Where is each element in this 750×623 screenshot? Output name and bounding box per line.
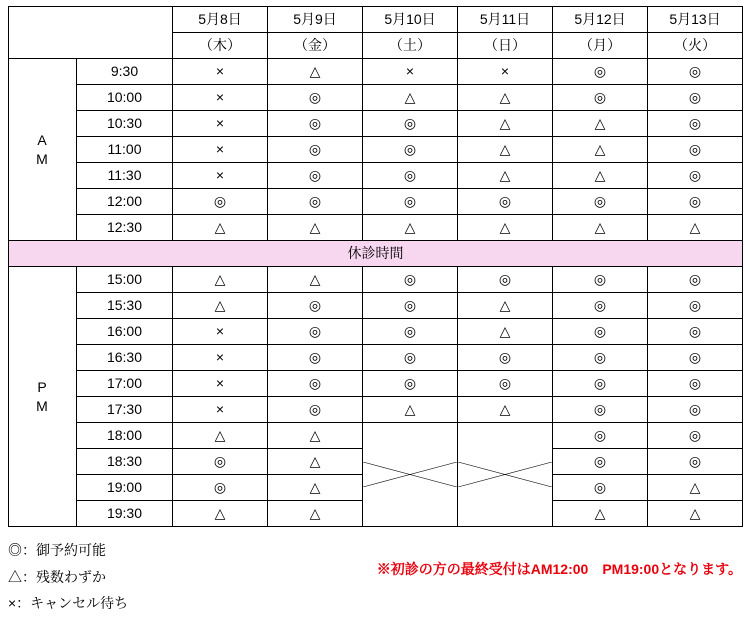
time-label: 11:30 [77, 163, 173, 189]
slot-cell[interactable]: ◎ [458, 371, 553, 397]
table-row [9, 163, 743, 189]
slot-cell[interactable]: × [173, 397, 268, 423]
slot-cell[interactable]: △ [363, 85, 458, 111]
slot-cell[interactable]: ◎ [363, 267, 458, 293]
slot-cell[interactable]: ◎ [363, 137, 458, 163]
slot-cell[interactable]: ◎ [173, 475, 268, 501]
header-date-3: 5月11日 [458, 7, 553, 33]
slot-cell[interactable]: △ [363, 215, 458, 241]
table-row [9, 59, 743, 85]
closed-block-sunday [458, 423, 553, 527]
slot-cell[interactable]: ◎ [648, 163, 743, 189]
slot-cell[interactable]: △ [553, 215, 648, 241]
slot-cell[interactable]: ◎ [268, 397, 363, 423]
header-date-0: 5月8日 [173, 7, 268, 33]
slot-cell[interactable]: ◎ [363, 163, 458, 189]
slot-cell[interactable]: ◎ [268, 293, 363, 319]
slot-cell[interactable]: △ [458, 137, 553, 163]
break-row [9, 241, 743, 267]
header-dow-3: （日） [458, 33, 553, 59]
slot-cell[interactable]: ◎ [553, 189, 648, 215]
table-row [9, 345, 743, 371]
slot-cell[interactable]: ◎ [458, 267, 553, 293]
header-dow-5: （火） [648, 33, 743, 59]
slot-cell[interactable]: △ [458, 85, 553, 111]
legend-item: ◎：御予約可能 [8, 542, 106, 558]
slot-cell[interactable]: ◎ [648, 345, 743, 371]
slot-cell[interactable]: × [173, 371, 268, 397]
slot-cell[interactable]: ◎ [363, 319, 458, 345]
slot-cell[interactable]: △ [268, 215, 363, 241]
slot-cell[interactable]: ◎ [553, 319, 648, 345]
slot-cell[interactable]: △ [268, 449, 363, 475]
slot-cell[interactable]: △ [173, 423, 268, 449]
header-dow-1: （金） [268, 33, 363, 59]
legend-area [8, 537, 742, 623]
slot-cell[interactable]: △ [458, 215, 553, 241]
time-label: 19:00 [77, 475, 173, 501]
time-label: 16:00 [77, 319, 173, 345]
slot-cell[interactable]: △ [553, 501, 648, 527]
slot-cell[interactable]: ◎ [648, 267, 743, 293]
slot-cell[interactable]: ◎ [648, 59, 743, 85]
slot-cell[interactable]: ◎ [648, 137, 743, 163]
time-label: 19:30 [77, 501, 173, 527]
slot-cell[interactable]: △ [268, 59, 363, 85]
time-label: 10:30 [77, 111, 173, 137]
slot-cell[interactable]: ◎ [648, 111, 743, 137]
slot-cell[interactable]: ◎ [173, 449, 268, 475]
header-row-dates [9, 7, 743, 33]
slot-cell[interactable]: ◎ [268, 85, 363, 111]
slot-cell[interactable]: ◎ [268, 189, 363, 215]
time-label: 12:30 [77, 215, 173, 241]
slot-cell[interactable]: △ [458, 111, 553, 137]
slot-cell[interactable]: ◎ [648, 449, 743, 475]
slot-cell[interactable]: △ [648, 501, 743, 527]
slot-cell[interactable]: ◎ [648, 319, 743, 345]
slot-cell[interactable]: ◎ [268, 163, 363, 189]
time-label: 18:30 [77, 449, 173, 475]
legend-item: △：残数わずか [8, 568, 106, 585]
slot-cell[interactable]: ◎ [363, 293, 458, 319]
slot-cell[interactable]: △ [268, 501, 363, 527]
am-section-label [9, 59, 77, 241]
am-label-line2: M [36, 150, 49, 167]
slot-cell[interactable]: ◎ [648, 371, 743, 397]
slot-cell[interactable]: ◎ [648, 85, 743, 111]
table-row [9, 85, 743, 111]
table-row [9, 397, 743, 423]
slot-cell[interactable]: × [173, 345, 268, 371]
closed-block-saturday [363, 423, 458, 527]
slot-cell[interactable]: × [173, 319, 268, 345]
slot-cell[interactable]: ◎ [268, 137, 363, 163]
header-dow-2: （土） [363, 33, 458, 59]
time-label: 12:00 [77, 189, 173, 215]
slot-cell[interactable]: ◎ [363, 111, 458, 137]
pm-section-label [9, 267, 77, 527]
time-label: 15:30 [77, 293, 173, 319]
slot-cell[interactable]: △ [553, 111, 648, 137]
time-label: 10:00 [77, 85, 173, 111]
slot-cell[interactable]: ◎ [553, 59, 648, 85]
table-row [9, 423, 743, 449]
table-row [9, 319, 743, 345]
slot-cell[interactable]: × [363, 59, 458, 85]
slot-cell[interactable]: △ [173, 501, 268, 527]
corner-blank-cell [9, 7, 173, 59]
slot-cell[interactable]: ◎ [268, 371, 363, 397]
slot-cell[interactable]: ◎ [648, 189, 743, 215]
slot-cell[interactable]: ◎ [648, 293, 743, 319]
time-label: 15:00 [77, 267, 173, 293]
slot-cell[interactable]: ◎ [553, 449, 648, 475]
header-date-5: 5月13日 [648, 7, 743, 33]
slot-cell[interactable]: △ [458, 163, 553, 189]
slot-cell[interactable]: △ [268, 475, 363, 501]
header-date-1: 5月9日 [268, 7, 363, 33]
table-row [9, 267, 743, 293]
slot-cell[interactable]: △ [458, 293, 553, 319]
table-row [9, 137, 743, 163]
pm-label-line2: M [36, 397, 49, 414]
am-label-line1: A [37, 131, 48, 148]
slot-cell[interactable]: ◎ [268, 111, 363, 137]
slot-cell[interactable]: △ [458, 397, 553, 423]
header-dow-4: （月） [553, 33, 648, 59]
slot-cell[interactable]: ◎ [553, 345, 648, 371]
header-date-4: 5月12日 [553, 7, 648, 33]
slot-cell[interactable]: ◎ [173, 189, 268, 215]
slot-cell[interactable]: × [173, 59, 268, 85]
slot-cell[interactable]: ◎ [458, 189, 553, 215]
table-row [9, 189, 743, 215]
slot-cell[interactable]: × [173, 163, 268, 189]
slot-cell[interactable]: × [173, 85, 268, 111]
slot-cell[interactable]: △ [648, 215, 743, 241]
slot-cell[interactable]: × [173, 137, 268, 163]
table-row [9, 293, 743, 319]
slot-cell[interactable]: △ [268, 267, 363, 293]
time-label: 17:00 [77, 371, 173, 397]
slot-cell[interactable]: △ [553, 137, 648, 163]
slot-cell[interactable]: △ [363, 397, 458, 423]
pm-label-line1: P [37, 378, 48, 395]
slot-cell[interactable]: × [173, 111, 268, 137]
legend-item: ×：キャンセル待ち [8, 595, 129, 612]
table-row [9, 215, 743, 241]
slot-cell[interactable]: △ [553, 163, 648, 189]
slot-cell[interactable]: ◎ [553, 397, 648, 423]
slot-cell[interactable]: ◎ [553, 293, 648, 319]
slot-cell[interactable]: ◎ [268, 319, 363, 345]
slot-cell[interactable]: ◎ [363, 345, 458, 371]
slot-cell[interactable]: △ [173, 293, 268, 319]
slot-cell[interactable]: △ [648, 475, 743, 501]
table-row [9, 371, 743, 397]
slot-cell[interactable]: △ [458, 319, 553, 345]
first-visit-notice: ※初診の方の最終受付はAM12:00 PM19:00となります。 [376, 561, 742, 577]
slot-cell[interactable]: ◎ [648, 423, 743, 449]
slot-cell[interactable]: ◎ [458, 345, 553, 371]
header-date-2: 5月10日 [363, 7, 458, 33]
table-row [9, 111, 743, 137]
slot-cell[interactable]: ◎ [553, 85, 648, 111]
slot-cell[interactable]: ◎ [648, 397, 743, 423]
break-label: 休診時間 [9, 241, 743, 267]
time-label: 9:30 [77, 59, 173, 85]
slot-cell[interactable]: △ [173, 215, 268, 241]
slot-cell[interactable]: △ [268, 423, 363, 449]
slot-cell[interactable]: ◎ [363, 371, 458, 397]
slot-cell[interactable]: ◎ [363, 189, 458, 215]
slot-cell[interactable]: ◎ [553, 371, 648, 397]
slot-cell[interactable]: × [458, 59, 553, 85]
time-label: 11:00 [77, 137, 173, 163]
header-dow-0: （木） [173, 33, 268, 59]
slot-cell[interactable]: △ [173, 267, 268, 293]
time-label: 16:30 [77, 345, 173, 371]
time-label: 17:30 [77, 397, 173, 423]
slot-cell[interactable]: ◎ [268, 345, 363, 371]
slot-cell[interactable]: ◎ [553, 475, 648, 501]
time-label: 18:00 [77, 423, 173, 449]
slot-cell[interactable]: ◎ [553, 423, 648, 449]
reservation-schedule-table [8, 6, 743, 527]
slot-cell[interactable]: ◎ [553, 267, 648, 293]
